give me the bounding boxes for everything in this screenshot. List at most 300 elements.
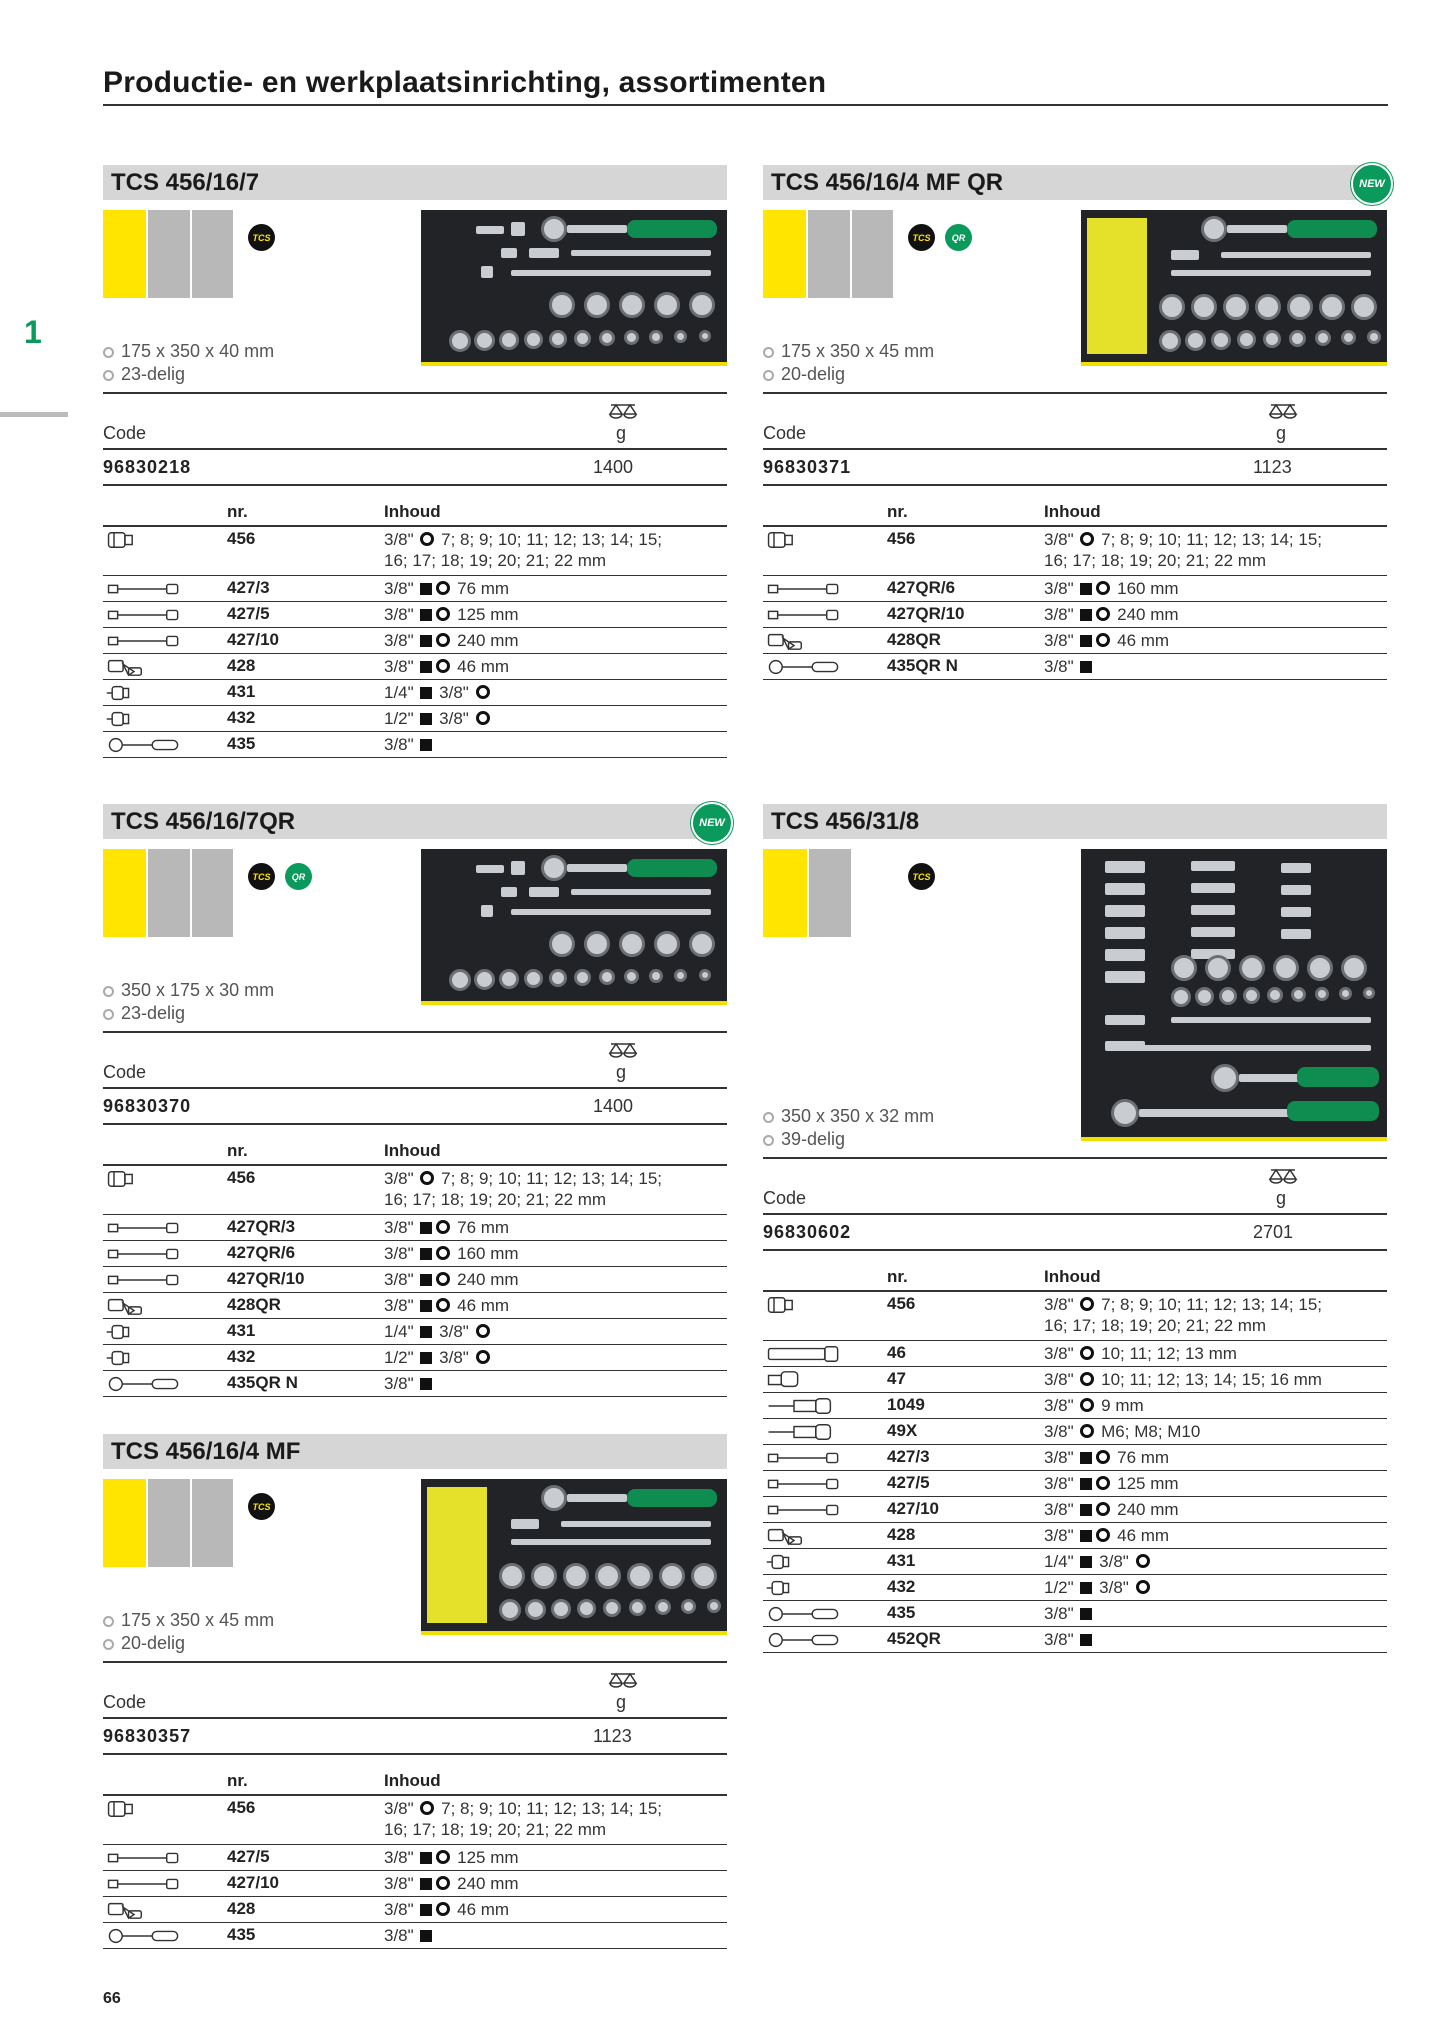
- dimensions: 175 x 350 x 40 mm: [121, 341, 275, 361]
- circle-mark-icon: [436, 633, 450, 647]
- item-description: 3/8": [1044, 1627, 1387, 1651]
- product-title: TCS 456/16/7: [111, 169, 260, 196]
- content-table: [763, 500, 1387, 680]
- socket-icon: [103, 530, 185, 550]
- inhoud-header: Inhoud: [384, 502, 441, 521]
- circle-mark-icon: [436, 1850, 450, 1864]
- square-drive-icon: [420, 635, 432, 647]
- color-swatch-yellow: [763, 210, 806, 298]
- item-description: 1/2" 3/8": [1044, 1575, 1387, 1599]
- universal-joint-icon: [763, 631, 845, 651]
- code-label: Code: [763, 1188, 807, 1208]
- dimensions: 175 x 350 x 45 mm: [781, 341, 935, 361]
- content-row: [103, 1319, 727, 1345]
- inhoud-header: Inhoud: [384, 1771, 441, 1790]
- item-number: 435: [227, 1925, 256, 1944]
- extension-bar-icon: [103, 1848, 185, 1868]
- item-number: 435QR N: [227, 1373, 298, 1392]
- product-specs: [103, 979, 274, 1025]
- piece-count: 23-delig: [121, 1003, 186, 1023]
- content-row: [763, 1292, 1387, 1341]
- code-table: [103, 392, 727, 486]
- content-row: [763, 1523, 1387, 1549]
- extension-bar-icon: [103, 605, 185, 625]
- item-description: 3/8" 160 mm: [1044, 579, 1179, 598]
- adapter-icon: [763, 1552, 845, 1572]
- socket-icon: [763, 530, 845, 550]
- color-swatch-yellow: [103, 1479, 146, 1567]
- square-drive-icon: [1080, 1582, 1092, 1594]
- content-table: [103, 500, 727, 758]
- content-row: [103, 602, 727, 628]
- content-row: [763, 1549, 1387, 1575]
- item-number: 1049: [887, 1395, 925, 1414]
- content-row: [763, 527, 1387, 576]
- square-drive-icon: [420, 1852, 432, 1864]
- new-badge: NEW: [1351, 163, 1393, 205]
- square-drive-icon: [420, 713, 432, 725]
- item-number: 428QR: [227, 1295, 281, 1314]
- code-label: Code: [763, 423, 807, 443]
- circle-mark-icon: [476, 685, 490, 699]
- item-description: 3/8" 240 mm: [1044, 1500, 1179, 1519]
- content-row: [103, 1371, 727, 1397]
- item-description: 3/8" 10; 11; 12; 13 mm: [1044, 1344, 1237, 1363]
- content-row: [103, 1923, 727, 1949]
- nr-header: nr.: [227, 1771, 248, 1790]
- code-table: [763, 1157, 1387, 1251]
- tcs-badge-icon: TCS: [908, 863, 935, 890]
- item-description: 3/8" 240 mm: [384, 1270, 519, 1289]
- circle-mark-icon: [1096, 1476, 1110, 1490]
- content-row: [763, 1367, 1387, 1393]
- item-description: 1/4" 3/8": [384, 680, 727, 704]
- piece-count: 20-delig: [121, 1633, 186, 1653]
- dimensions: 350 x 350 x 32 mm: [781, 1106, 935, 1126]
- content-row: [763, 1471, 1387, 1497]
- extension-bar-icon: [763, 1448, 845, 1468]
- item-description: 3/8": [1044, 654, 1387, 678]
- product-code: 96830371: [763, 457, 852, 477]
- code-label: Code: [103, 423, 147, 443]
- item-description: 3/8": [384, 1371, 727, 1395]
- item-number: 428: [227, 1899, 256, 1918]
- item-number: 432: [227, 708, 256, 727]
- product-code: 96830218: [103, 457, 192, 477]
- circle-mark-icon: [1096, 581, 1110, 595]
- item-number: 456: [887, 1294, 916, 1313]
- unit-label: g: [1276, 423, 1287, 443]
- color-swatch-grey: [852, 210, 893, 298]
- color-swatch-yellow: [763, 849, 807, 937]
- circle-mark-icon: [436, 607, 450, 621]
- deep-socket-icon: [763, 1344, 845, 1364]
- item-number: 427/5: [227, 1847, 270, 1866]
- square-drive-icon: [420, 1326, 432, 1338]
- item-description: 3/8" 125 mm: [384, 1848, 519, 1867]
- item-number: 427/3: [227, 578, 270, 597]
- product-weight: 1400: [593, 1096, 634, 1116]
- color-swatch-yellow: [103, 849, 146, 937]
- adapter-icon: [103, 1348, 185, 1368]
- qr-badge-icon: QR: [285, 863, 312, 890]
- circle-mark-icon: [1136, 1580, 1150, 1594]
- square-drive-icon: [1080, 661, 1092, 673]
- square-drive-icon: [420, 661, 432, 673]
- item-number: 435: [887, 1603, 916, 1622]
- item-description: 3/8" 9 mm: [1044, 1396, 1144, 1415]
- item-description: 3/8" 160 mm: [384, 1244, 519, 1263]
- unit-label: g: [1276, 1188, 1287, 1208]
- product-block: [103, 804, 727, 1397]
- item-description: 1/4" 3/8": [1044, 1549, 1387, 1573]
- content-row: [763, 1575, 1387, 1601]
- product-photo: [421, 1479, 727, 1635]
- tcs-badge-icon: TCS: [248, 863, 275, 890]
- universal-joint-icon: [103, 657, 185, 677]
- color-swatch-grey: [148, 849, 189, 937]
- content-row: [103, 576, 727, 602]
- item-description: 3/8" 125 mm: [384, 605, 519, 624]
- item-number: 49X: [887, 1421, 918, 1440]
- circle-mark-icon: [1080, 1424, 1094, 1438]
- item-description: 1/2" 3/8": [384, 706, 727, 730]
- tcs-badge-icon: TCS: [908, 224, 935, 251]
- circle-mark-icon: [476, 711, 490, 725]
- extension-bar-icon: [763, 579, 845, 599]
- product-weight: 1123: [1253, 457, 1292, 477]
- tcs-badge-icon: TCS: [248, 224, 275, 251]
- content-row: [103, 732, 727, 758]
- item-description: 3/8" 76 mm: [1044, 1448, 1170, 1467]
- block-header: [103, 1434, 727, 1469]
- item-number: 427/10: [227, 630, 279, 649]
- circle-mark-icon: [1080, 532, 1094, 546]
- circle-mark-icon: [1096, 1502, 1110, 1516]
- item-description: 3/8" 7; 8; 9; 10; 11; 12; 13; 14; 15; 16; 17; 18; 19; 20; 21; 22 mm: [1044, 1295, 1322, 1335]
- item-number: 452QR: [887, 1629, 941, 1648]
- universal-joint-icon: [763, 1526, 845, 1546]
- content-row: [763, 1627, 1387, 1653]
- block-header: [763, 165, 1387, 200]
- item-description: 3/8" 46 mm: [384, 657, 510, 676]
- extension-bar-icon: [103, 1218, 185, 1238]
- square-drive-icon: [420, 583, 432, 595]
- content-row: [763, 1341, 1387, 1367]
- product-specs: [763, 1105, 934, 1151]
- circle-mark-icon: [436, 1876, 450, 1890]
- dimensions: 350 x 175 x 30 mm: [121, 980, 275, 1000]
- square-drive-icon: [420, 1878, 432, 1890]
- item-description: 3/8" 240 mm: [1044, 605, 1179, 624]
- product-block: [763, 804, 1387, 1653]
- item-description: 3/8" 76 mm: [384, 579, 510, 598]
- circle-mark-icon: [1080, 1297, 1094, 1311]
- circle-mark-icon: [476, 1350, 490, 1364]
- weight-scale-icon: [1268, 402, 1298, 420]
- piece-count: 23-delig: [121, 364, 186, 384]
- item-description: 3/8": [384, 1923, 727, 1947]
- socket-icon: [103, 1799, 185, 1819]
- color-swatch-grey: [148, 210, 189, 298]
- item-number: 427QR/10: [227, 1269, 305, 1288]
- socket-icon: [763, 1295, 845, 1315]
- square-drive-icon: [420, 1300, 432, 1312]
- square-drive-icon: [1080, 1504, 1092, 1516]
- color-swatches: [763, 849, 893, 937]
- circle-mark-icon: [436, 1902, 450, 1916]
- product-photo: [421, 849, 727, 1005]
- item-description: 3/8" 46 mm: [1044, 1526, 1170, 1545]
- square-drive-icon: [420, 1248, 432, 1260]
- spark-plug-socket-icon: [763, 1370, 845, 1390]
- extension-bar-icon: [103, 1244, 185, 1264]
- content-row: [103, 527, 727, 576]
- page-number: 66: [103, 1990, 121, 2007]
- color-swatch-grey: [808, 210, 849, 298]
- item-number: 427QR/6: [227, 1243, 296, 1262]
- ratchet-icon: [103, 735, 185, 755]
- code-table: [763, 392, 1387, 486]
- circle-mark-icon: [1096, 1528, 1110, 1542]
- item-number: 427/10: [227, 1873, 279, 1892]
- square-drive-icon: [1080, 1556, 1092, 1568]
- product-code: 96830602: [763, 1222, 852, 1242]
- content-row: [763, 602, 1387, 628]
- item-number: 431: [887, 1551, 916, 1570]
- content-row: [103, 1166, 727, 1215]
- code-table: [103, 1661, 727, 1755]
- item-description: 1/2" 3/8": [384, 1345, 727, 1369]
- piece-count: 20-delig: [781, 364, 846, 384]
- code-label: Code: [103, 1692, 147, 1712]
- item-number: 427QR/10: [887, 604, 965, 623]
- content-row: [103, 706, 727, 732]
- universal-joint-icon: [103, 1900, 185, 1920]
- square-drive-icon: [1080, 1478, 1092, 1490]
- product-title: TCS 456/16/7QR: [111, 808, 296, 835]
- circle-mark-icon: [436, 659, 450, 673]
- square-drive-icon: [420, 1222, 432, 1234]
- dimensions: 175 x 350 x 45 mm: [121, 1610, 275, 1630]
- extension-bar-icon: [763, 1474, 845, 1494]
- item-number: 428QR: [887, 630, 941, 649]
- item-description: 3/8" 10; 11; 12; 13; 14; 15; 16 mm: [1044, 1370, 1322, 1389]
- item-number: 432: [887, 1577, 916, 1596]
- chapter-marker: [0, 412, 68, 417]
- color-swatches: [763, 210, 893, 298]
- circle-mark-icon: [436, 1246, 450, 1260]
- square-drive-icon: [1080, 1608, 1092, 1620]
- product-block: [763, 165, 1387, 680]
- weight-scale-icon: [608, 1671, 638, 1689]
- product-title: TCS 456/16/4 MF QR: [771, 169, 1004, 196]
- item-number: 427/3: [887, 1447, 930, 1466]
- item-number: 427/5: [227, 604, 270, 623]
- color-swatches: [103, 849, 233, 937]
- product-weight: 1123: [593, 1726, 632, 1746]
- ratchet-icon: [763, 657, 845, 677]
- content-row: [103, 1267, 727, 1293]
- adapter-icon: [763, 1578, 845, 1598]
- item-number: 456: [227, 529, 256, 548]
- color-swatches: [103, 210, 233, 298]
- product-photo: [1081, 849, 1387, 1141]
- item-number: 435: [227, 734, 256, 753]
- bit-socket-icon: [763, 1396, 845, 1416]
- square-drive-icon: [420, 1352, 432, 1364]
- square-drive-icon: [420, 687, 432, 699]
- item-number: 456: [227, 1798, 256, 1817]
- content-row: [103, 628, 727, 654]
- item-number: 427/5: [887, 1473, 930, 1492]
- item-description: 3/8" M6; M8; M10: [1044, 1422, 1201, 1441]
- color-swatch-grey: [192, 849, 233, 937]
- product-photo: [421, 210, 727, 366]
- item-description: 3/8": [384, 732, 727, 756]
- extension-bar-icon: [103, 631, 185, 651]
- square-drive-icon: [420, 1378, 432, 1390]
- item-description: 3/8" 46 mm: [1044, 631, 1170, 650]
- nr-header: nr.: [887, 1267, 908, 1286]
- content-table: [103, 1139, 727, 1397]
- item-number: 431: [227, 682, 256, 701]
- unit-label: g: [616, 1062, 627, 1082]
- item-number: 456: [887, 529, 916, 548]
- content-row: [763, 1445, 1387, 1471]
- extension-bar-icon: [763, 1500, 845, 1520]
- product-specs: [763, 340, 934, 386]
- circle-mark-icon: [1096, 607, 1110, 621]
- content-table: [763, 1265, 1387, 1653]
- circle-mark-icon: [436, 1298, 450, 1312]
- content-row: [763, 654, 1387, 680]
- page-title: Productie- en werkplaatsinrichting, assortimenten: [103, 66, 1388, 106]
- content-row: [763, 1601, 1387, 1627]
- ratchet-icon: [763, 1630, 845, 1650]
- color-swatch-yellow: [103, 210, 146, 298]
- item-number: 427QR/3: [227, 1217, 296, 1236]
- extension-bar-icon: [103, 1874, 185, 1894]
- adapter-icon: [103, 683, 185, 703]
- content-row: [103, 1796, 727, 1845]
- color-swatch-grey: [148, 1479, 189, 1567]
- content-row: [103, 1871, 727, 1897]
- unit-label: g: [616, 423, 627, 443]
- circle-mark-icon: [1080, 1398, 1094, 1412]
- extension-bar-icon: [763, 605, 845, 625]
- content-table: [103, 1769, 727, 1949]
- square-drive-icon: [420, 1930, 432, 1942]
- chapter-number: 1: [24, 314, 42, 350]
- item-description: 3/8" 125 mm: [1044, 1474, 1179, 1493]
- code-label: Code: [103, 1062, 147, 1082]
- circle-mark-icon: [1096, 633, 1110, 647]
- circle-mark-icon: [476, 1324, 490, 1338]
- square-drive-icon: [1080, 1530, 1092, 1542]
- square-drive-icon: [1080, 635, 1092, 647]
- content-row: [103, 1897, 727, 1923]
- product-block: [103, 165, 727, 758]
- circle-mark-icon: [436, 1220, 450, 1234]
- square-drive-icon: [1080, 609, 1092, 621]
- tcs-badge-icon: TCS: [248, 1493, 275, 1520]
- product-weight: 1400: [593, 457, 634, 477]
- item-description: 3/8" 7; 8; 9; 10; 11; 12; 13; 14; 15; 16; 17; 18; 19; 20; 21; 22 mm: [1044, 530, 1322, 570]
- content-row: [763, 1497, 1387, 1523]
- universal-joint-icon: [103, 1296, 185, 1316]
- ratchet-icon: [103, 1926, 185, 1946]
- square-drive-icon: [420, 1904, 432, 1916]
- item-description: 3/8" 46 mm: [384, 1900, 510, 1919]
- square-drive-icon: [420, 739, 432, 751]
- color-swatches: [103, 1479, 233, 1567]
- circle-mark-icon: [1080, 1372, 1094, 1386]
- product-specs: [103, 340, 274, 386]
- item-number: 427/10: [887, 1499, 939, 1518]
- product-specs: [103, 1609, 274, 1655]
- block-header: [103, 804, 727, 839]
- extension-bar-icon: [103, 1270, 185, 1290]
- content-row: [763, 1393, 1387, 1419]
- item-description: 3/8" 76 mm: [384, 1218, 510, 1237]
- item-description: 3/8": [1044, 1601, 1387, 1625]
- color-swatch-grey: [809, 849, 851, 937]
- item-number: 428: [887, 1525, 916, 1544]
- adapter-icon: [103, 1322, 185, 1342]
- piece-count: 39-delig: [781, 1129, 846, 1149]
- product-title: TCS 456/16/4 MF: [111, 1438, 301, 1465]
- content-row: [763, 1419, 1387, 1445]
- weight-scale-icon: [608, 1041, 638, 1059]
- color-swatch-grey: [192, 1479, 233, 1567]
- circle-mark-icon: [420, 1801, 434, 1815]
- item-number: 46: [887, 1343, 906, 1362]
- new-badge: NEW: [691, 802, 733, 844]
- circle-mark-icon: [420, 1171, 434, 1185]
- content-row: [103, 1241, 727, 1267]
- weight-scale-icon: [608, 402, 638, 420]
- circle-mark-icon: [1080, 1346, 1094, 1360]
- nr-header: nr.: [227, 502, 248, 521]
- item-description: 3/8" 7; 8; 9; 10; 11; 12; 13; 14; 15; 16; 17; 18; 19; 20; 21; 22 mm: [384, 1169, 662, 1209]
- content-row: [103, 654, 727, 680]
- item-description: 3/8" 7; 8; 9; 10; 11; 12; 13; 14; 15; 16; 17; 18; 19; 20; 21; 22 mm: [384, 1799, 662, 1839]
- item-number: 432: [227, 1347, 256, 1366]
- circle-mark-icon: [1096, 1450, 1110, 1464]
- product-block: [103, 1434, 727, 1949]
- code-table: [103, 1031, 727, 1125]
- item-number: 428: [227, 656, 256, 675]
- item-description: 3/8" 7; 8; 9; 10; 11; 12; 13; 14; 15; 16; 17; 18; 19; 20; 21; 22 mm: [384, 530, 662, 570]
- square-drive-icon: [1080, 1634, 1092, 1646]
- item-number: 431: [227, 1321, 256, 1340]
- block-header: [103, 165, 727, 200]
- product-code: 96830370: [103, 1096, 192, 1116]
- item-description: 3/8" 240 mm: [384, 1874, 519, 1893]
- square-drive-icon: [420, 1274, 432, 1286]
- item-number: 427QR/6: [887, 578, 956, 597]
- square-drive-icon: [1080, 583, 1092, 595]
- block-header: [763, 804, 1387, 839]
- content-row: [103, 680, 727, 706]
- product-photo: [1081, 210, 1387, 366]
- bit-socket-icon: [763, 1422, 845, 1442]
- item-description: 3/8" 240 mm: [384, 631, 519, 650]
- content-row: [103, 1845, 727, 1871]
- item-number: 47: [887, 1369, 906, 1388]
- item-number: 435QR N: [887, 656, 958, 675]
